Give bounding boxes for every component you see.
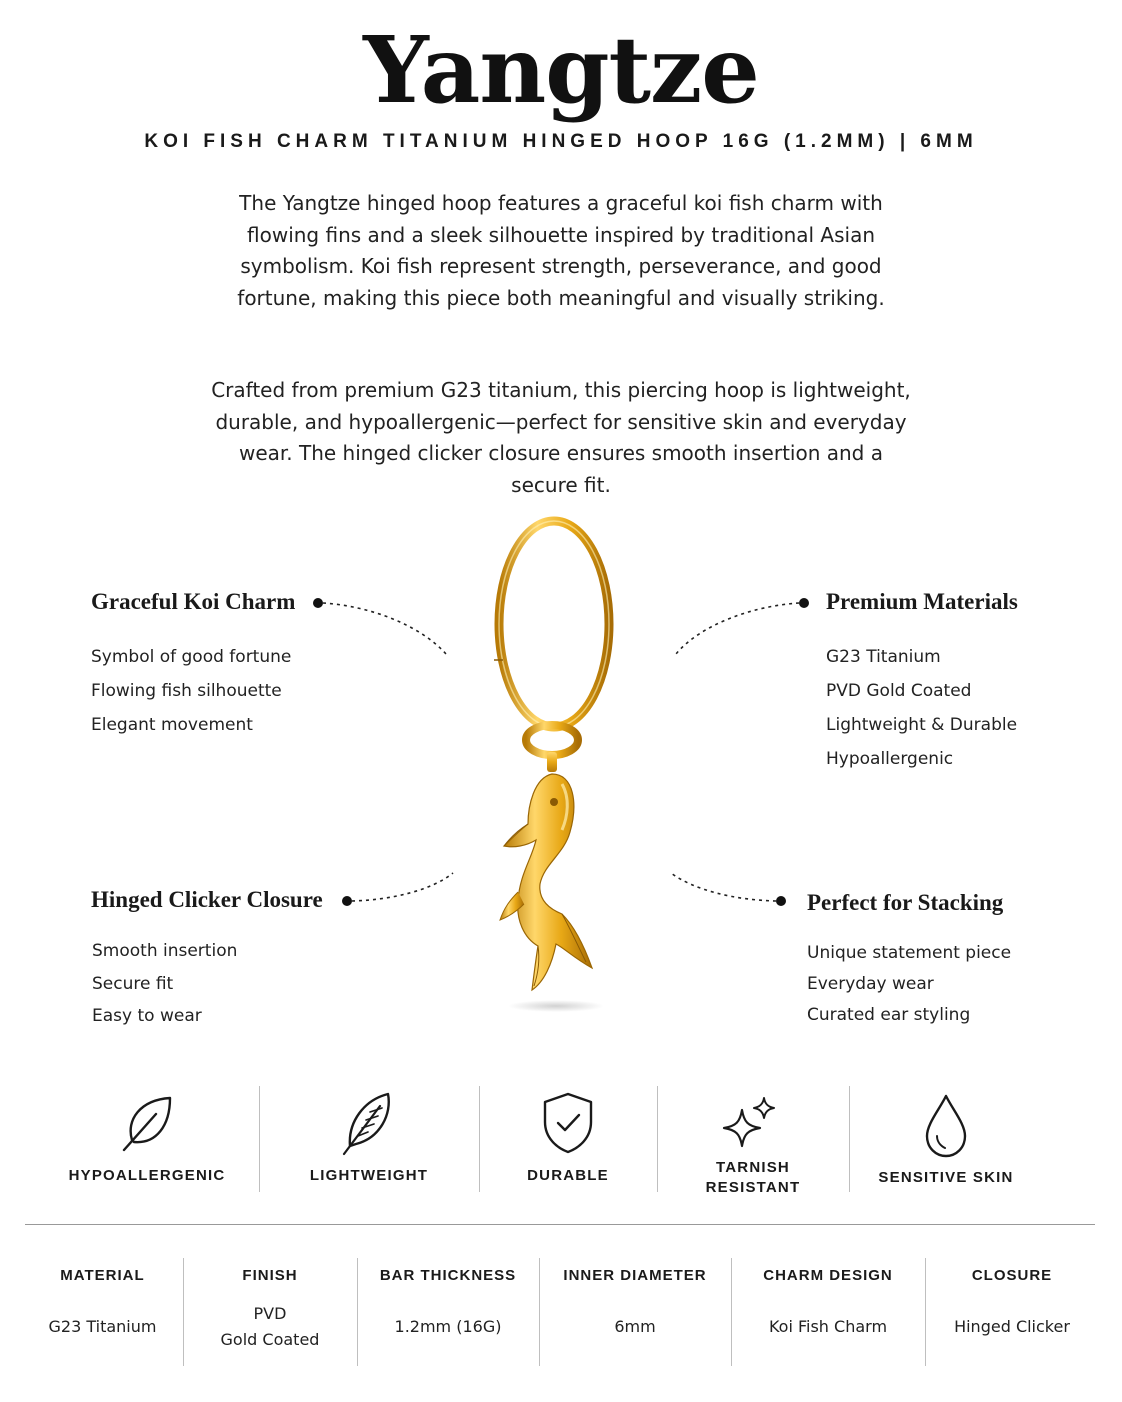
feature-closure-list (92, 935, 237, 1033)
list-item: Lightweight & Durable (826, 715, 1018, 735)
feature-stacking-dot (776, 896, 786, 906)
spec-finish: FINISH PVD Gold Coated (220, 1267, 320, 1349)
product-subtitle: KOI FISH CHARM TITANIUM HINGED HOOP 16G (1.2MM) | 6MM (144, 131, 978, 152)
badge-tarnish-resistant (662, 1094, 844, 1204)
spec-closure: CLOSURE Hinged Clicker (954, 1267, 1070, 1336)
koi-hoop-product-image (470, 512, 650, 1032)
list-item: G23 Titanium (826, 647, 941, 667)
spec-material: MATERIAL G23 Titanium (48, 1267, 157, 1336)
shield-check-icon (533, 1088, 603, 1158)
spec-bar-thickness: BAR THICKNESS 1.2mm (16G) (379, 1267, 517, 1336)
feather-icon (334, 1088, 404, 1158)
description-paragraph-1: The Yangtze hinged hoop features a graceful koi fish charm with flowing fins and a sleek silhouette inspired by traditional Asian symbolism. Koi fish represent strength, perseverance, and good fortune, making this piece both meaningful and visually striking. (237, 191, 885, 310)
spec-divider (357, 1258, 358, 1366)
list-item: Easy to wear (92, 1006, 202, 1026)
list-item: Everyday wear (807, 974, 934, 994)
feature-koi-list (91, 640, 291, 742)
badge-tarnish-label: TARNISH RESISTANT (705, 1159, 801, 1196)
spec-divider (731, 1258, 732, 1366)
product-title: Yangtze (363, 16, 759, 124)
badge-divider (479, 1086, 480, 1192)
list-item: Symbol of good fortune (91, 647, 292, 667)
list-item: PVD Gold Coated (826, 681, 972, 701)
description-paragraph-2: Crafted from premium G23 titanium, this piercing hoop is lightweight, durable, and hypoallergenic—perfect for sensitive skin and everyday wear. The hinged clicker closure ensures smooth insertion and a secure fit. (211, 378, 911, 497)
droplet-icon (911, 1088, 981, 1160)
feature-stacking-list (807, 938, 1011, 1031)
list-item: Flowing fish silhouette (91, 681, 282, 701)
badge-divider (849, 1086, 850, 1192)
feature-materials-title: Premium Materials (826, 589, 1018, 614)
feature-materials-dot (799, 598, 809, 608)
badge-lightweight: LIGHTWEIGHT (264, 1088, 474, 1198)
badge-divider (259, 1086, 260, 1192)
feature-stacking-title: Perfect for Stacking (807, 890, 1004, 915)
spec-divider (183, 1258, 184, 1366)
list-item: Hypoallergenic (826, 749, 954, 769)
list-item: Curated ear styling (807, 1005, 971, 1025)
spec-charm-design: CHARM DESIGN Koi Fish Charm (763, 1267, 893, 1336)
badge-hypoallergenic: HYPOALLERGENIC (40, 1088, 254, 1198)
sparkle-icon (720, 1094, 786, 1154)
badge-durable: DURABLE (484, 1088, 652, 1198)
spec-divider (539, 1258, 540, 1366)
leaf-icon (112, 1088, 182, 1158)
badge-sensitive-skin: SENSITIVE SKIN (854, 1088, 1038, 1198)
badge-divider (657, 1086, 658, 1192)
list-item: Elegant movement (91, 715, 253, 735)
feature-materials-list (826, 640, 1017, 776)
spec-divider (925, 1258, 926, 1366)
list-item: Unique statement piece (807, 943, 1012, 963)
list-item: Smooth insertion (92, 941, 238, 961)
feature-koi-dot (313, 598, 323, 608)
feature-koi-title: Graceful Koi Charm (91, 589, 296, 614)
list-item: Secure fit (92, 973, 174, 994)
feature-closure-title: Hinged Clicker Closure (91, 887, 323, 912)
feature-closure-dot (342, 896, 352, 906)
spec-inner-diameter: INNER DIAMETER 6mm (563, 1267, 707, 1336)
section-divider (25, 1224, 1095, 1225)
